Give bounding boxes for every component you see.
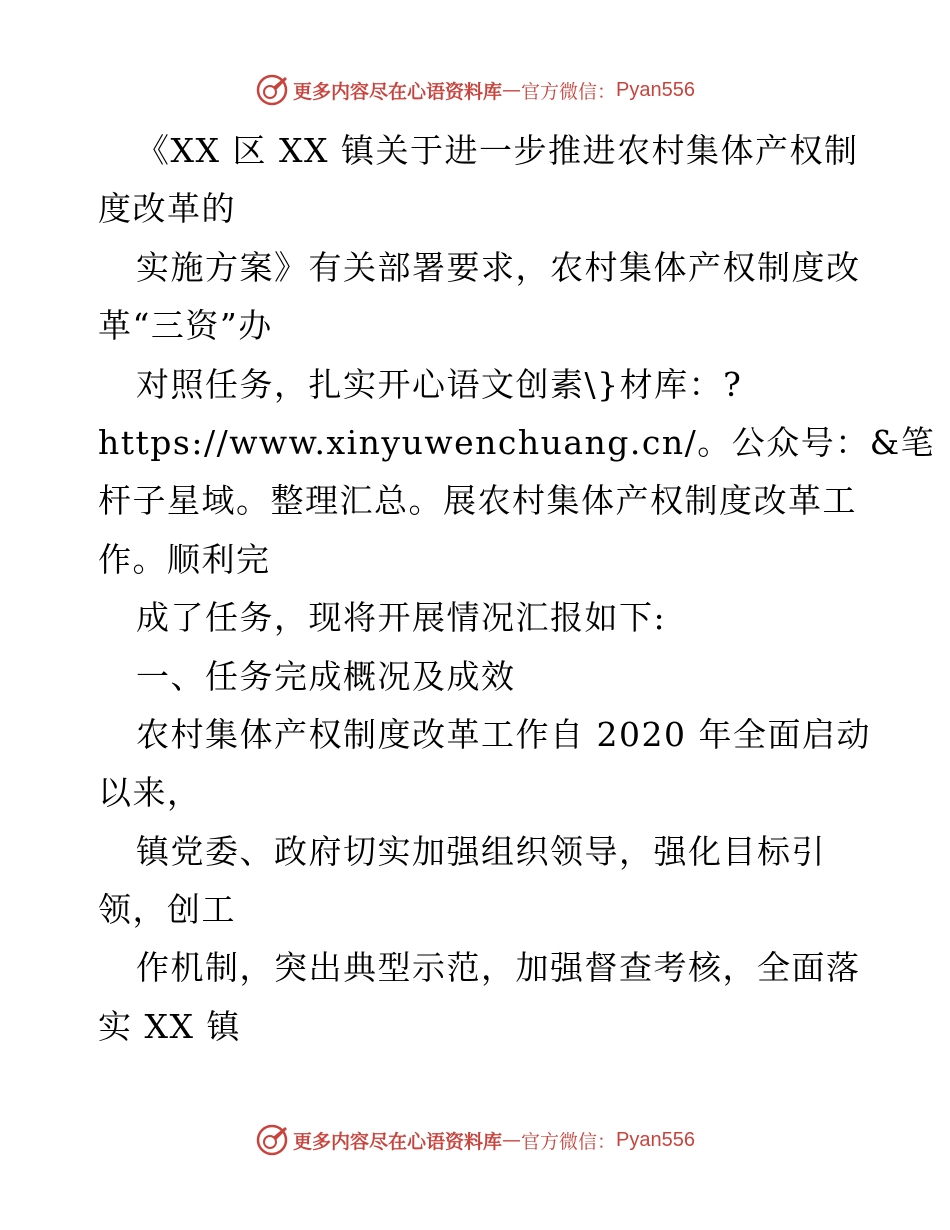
document-body xyxy=(98,122,936,1056)
body-line: 农村集体产权制度改革工作自 2020 年全面启动 xyxy=(136,714,871,754)
body-line: 实 XX 镇 xyxy=(98,1006,241,1046)
body-line: https://www.xinyuwenchuang.cn/。公众号：&笔 xyxy=(98,422,936,462)
body-line: 作。顺利完 xyxy=(98,539,271,579)
watermark-brand: 更多内容尽在心语资料库 xyxy=(293,80,503,103)
body-line: 作机制，突出典型示范，加强督查考核，全面落 xyxy=(136,948,861,988)
pen-circle-logo-icon xyxy=(255,1123,289,1157)
watermark-dash: — xyxy=(502,79,522,101)
watermark-wechat-label: 官方微信： xyxy=(521,80,617,103)
body-line: 对照任务，扎实开心语文创素\}材库：? xyxy=(136,364,743,404)
watermark-wechat-label: 官方微信： xyxy=(521,1130,617,1153)
pen-circle-logo-icon xyxy=(255,73,289,107)
section-heading: 一、任务完成概况及成效 xyxy=(136,656,516,696)
body-line: 领，创工 xyxy=(98,890,236,930)
watermark-wechat-id: Pyan556 xyxy=(616,78,695,101)
body-line: 成了任务，现将开展情况汇报如下: xyxy=(136,598,667,638)
body-line: 革“三资”办 xyxy=(98,306,273,346)
footer-watermark xyxy=(0,1120,950,1160)
body-line: 镇党委、政府切实加强组织领导，强化目标引 xyxy=(136,831,826,871)
body-line: 《XX 区 XX 镇关于进一步推进农村集体产权制 xyxy=(136,131,859,170)
watermark-wechat-id: Pyan556 xyxy=(616,1128,695,1151)
body-line: 度改革的 xyxy=(98,189,236,229)
body-line: 实施方案》有关部署要求，农村集体产权制度改 xyxy=(136,247,861,287)
watermark-brand: 更多内容尽在心语资料库 xyxy=(293,1130,503,1153)
body-line: 杆子星域。整理汇总。展农村集体产权制度改革工 xyxy=(98,481,857,521)
body-line: 以来， xyxy=(98,773,202,813)
watermark-dash: — xyxy=(502,1129,522,1151)
header-watermark xyxy=(0,70,950,110)
